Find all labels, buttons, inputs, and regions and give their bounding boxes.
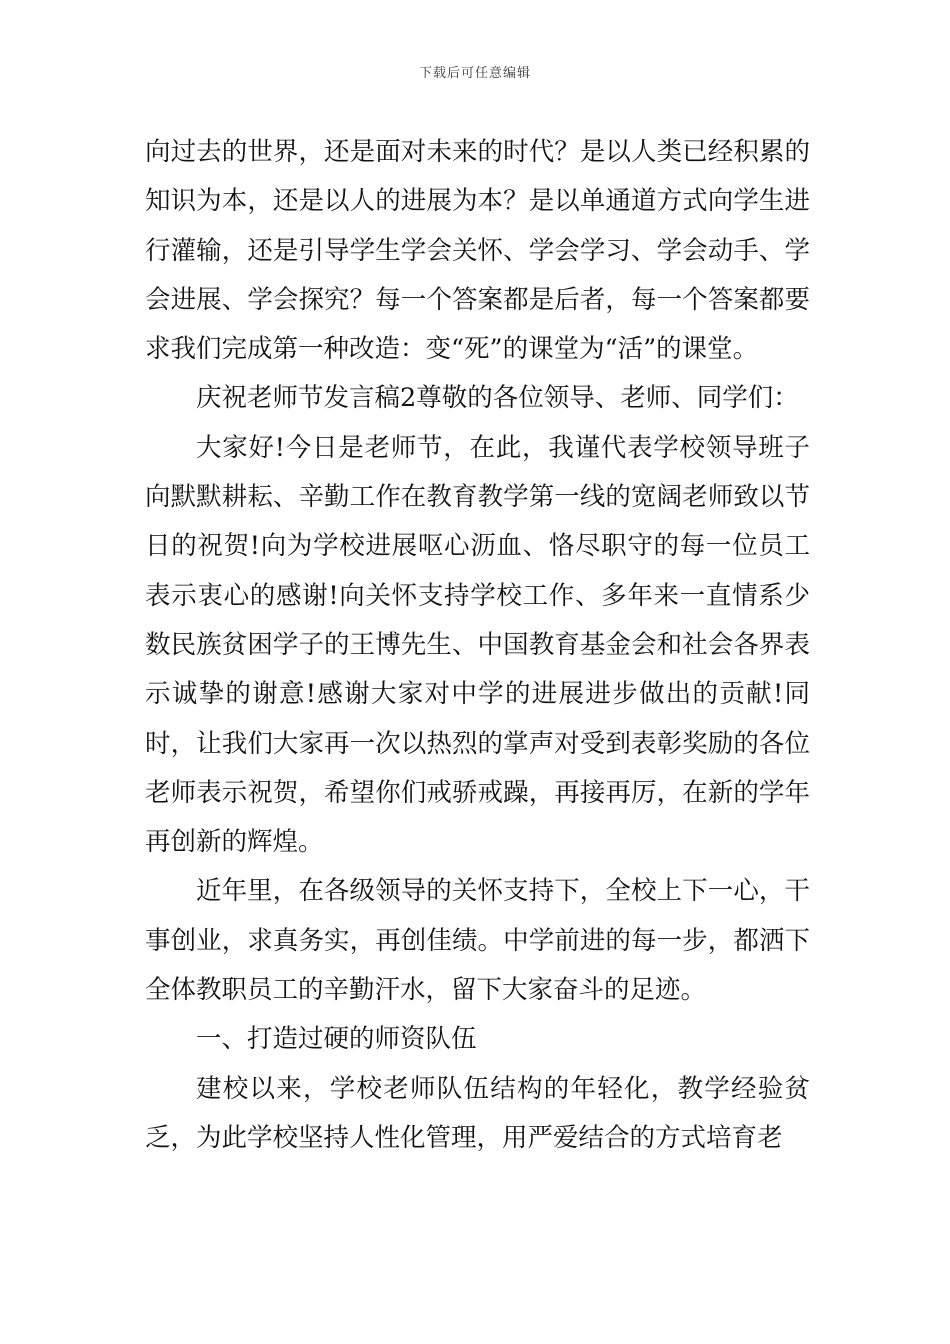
page-header-note: 下载后可任意编辑 — [418, 66, 531, 81]
document-body — [145, 128, 810, 1163]
paragraph-5: 建校以来，学校老师队伍结构的年轻化，教学经验贫乏，为此学校坚持人性化管理，用严爱结合的方式培育老 — [145, 1073, 810, 1153]
paragraph-4: 近年里，在各级领导的关怀支持下，全校上下一心，干事创业，求真务实，再创佳绩。中学前进的每一步，都洒下全体教职员工的辛勤汗水，留下大家奋斗的足迹。 — [145, 876, 810, 1006]
paragraph-1: 向过去的世界，还是面对未来的时代？是以人类已经积累的知识为本，还是以人的进展为本？是以单通道方式向学生进行灌输，还是引导学生学会关怀、学会学习、学会动手、学会进展、学会探究？每一个答案都是后者，每一个答案都要求我们完成第一种改造：变“死”的课堂为“活”的课堂。 — [145, 137, 810, 365]
section-heading-1: 一、打造过硬的师资队伍 — [196, 1024, 477, 1055]
paragraph-3: 大家好!今日是老师节，在此，我谨代表学校领导班子向默默耕耘、辛勤工作在教育教学第一线的宽阔老师致以节日的祝贺!向为学校进展呕心沥血、恪尽职守的每一位员工表示衷心的感谢!向关怀支持学校工作、多年来一直情系少数民族贫困学子的王博先生、中国教育基金会和社会各界表示诚挚的谢意!感谢大家对中学的进展进步做出的贡献!同时，让我们大家再一次以热烈的掌声对受到表彰奖励的各位老师表示祝贺，希望你们戒骄戒躁，再接再厉，在新的学年再创新的辉煌。 — [145, 432, 810, 858]
paragraph-2: 庆祝老师节发言稿2尊敬的各位领导、老师、同学们： — [196, 383, 799, 414]
